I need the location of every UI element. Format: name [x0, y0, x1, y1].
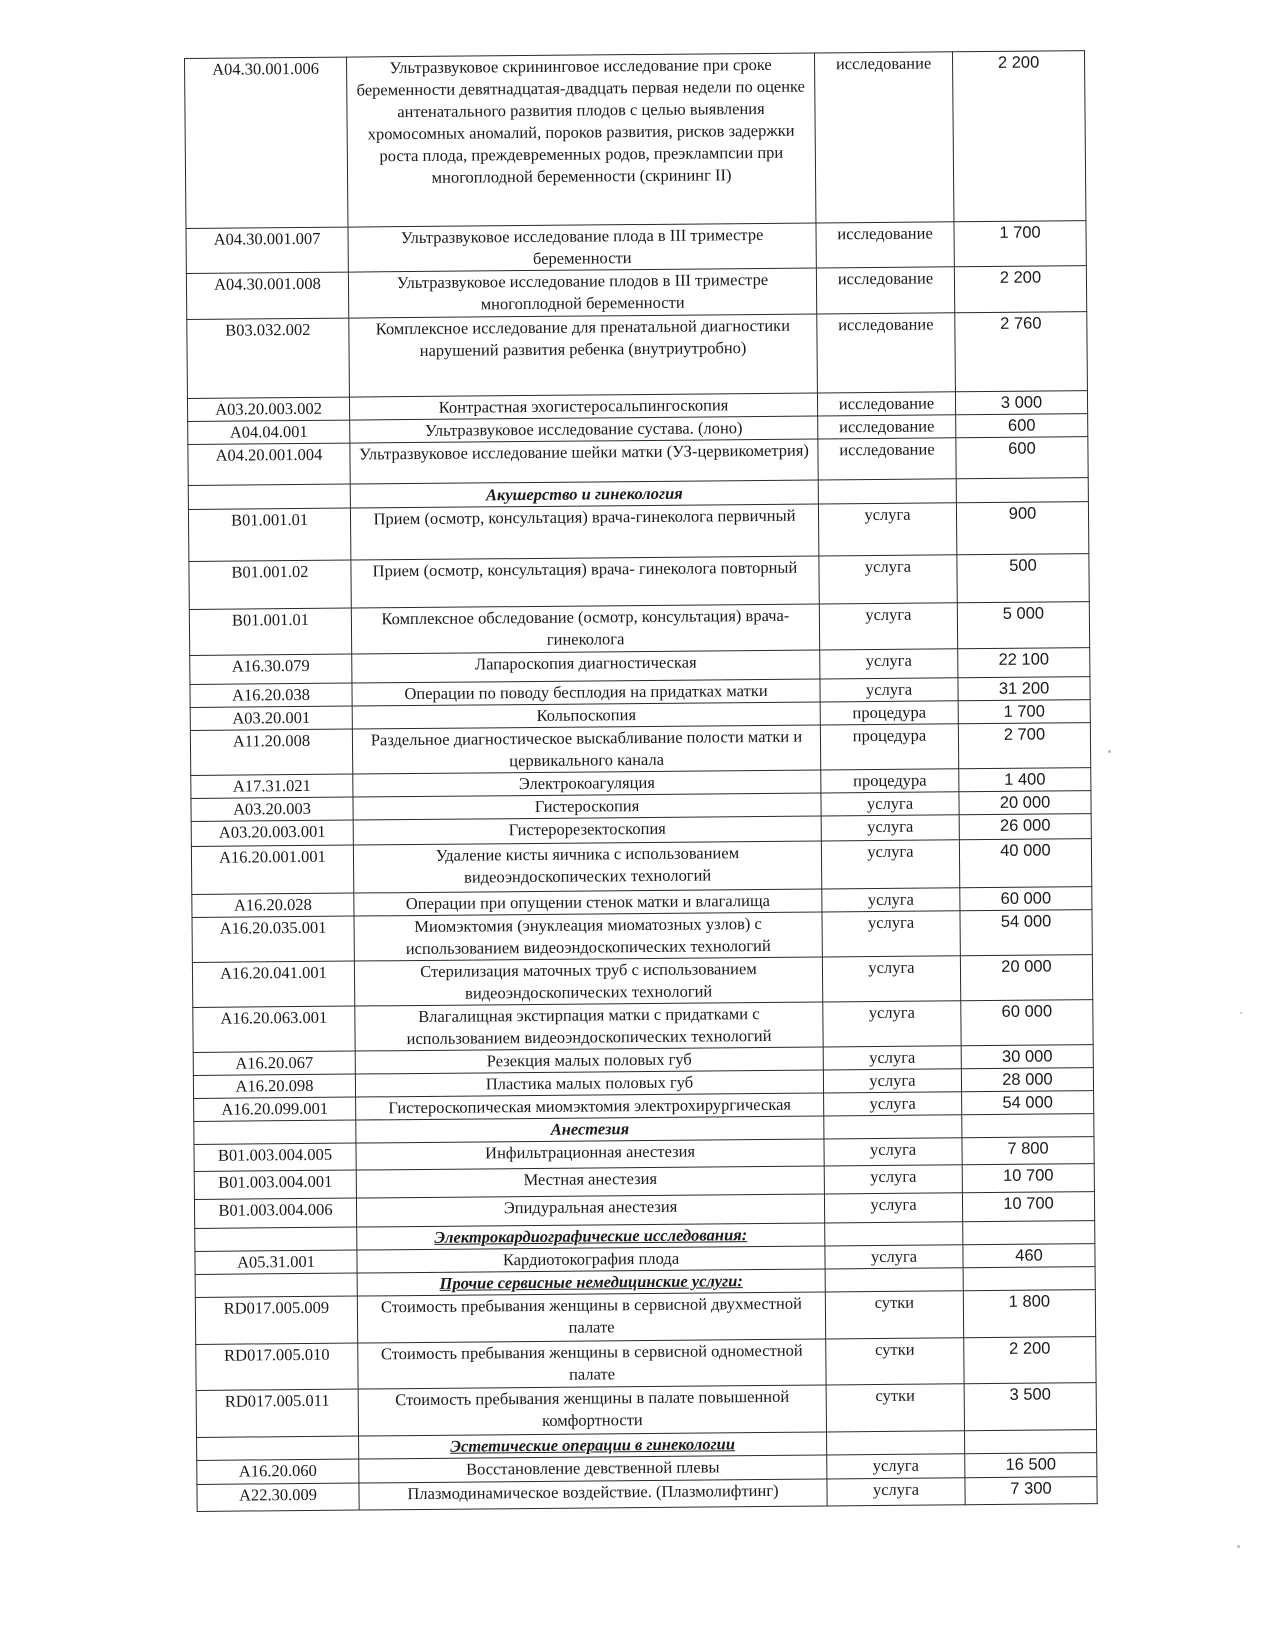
section-price-cell: [965, 1430, 1097, 1454]
service-price: 2 700: [958, 723, 1090, 769]
service-name: Стоимость пребывания женщины в палате повышенной комфортности: [358, 1385, 826, 1436]
section-unit-cell: [825, 1222, 963, 1246]
service-code: А04.30.001.008: [186, 272, 348, 319]
service-code: А05.31.001: [195, 1250, 357, 1274]
service-unit: процедура: [820, 724, 958, 770]
service-row: [191, 839, 1091, 895]
service-unit: услуга: [827, 1478, 965, 1506]
service-name: Удаление кисты яичника с использованием видеоэндоскопических технологий: [353, 841, 821, 893]
service-name: Восстановление девственной плевы: [359, 1455, 827, 1483]
service-code: А16.20.035.001: [192, 916, 354, 962]
service-name: Ультразвуковое исследование плодов в III триместре многоплодной беременности: [348, 268, 816, 318]
service-name: Пластика малых половых губ: [355, 1070, 823, 1097]
service-price: 28 000: [961, 1068, 1093, 1092]
service-code: А16.20.063.001: [193, 1006, 355, 1052]
service-price: 54 000: [962, 1091, 1094, 1115]
service-unit: услуга: [822, 888, 960, 912]
service-code: В01.003.004.001: [194, 1170, 356, 1199]
service-code: А04.30.001.006: [185, 57, 348, 228]
scan-speck: [1240, 1012, 1242, 1014]
service-unit: услуга: [819, 603, 957, 650]
service-code: А03.20.001: [190, 706, 352, 730]
service-name: Ультразвуковое исследование шейки матки (УЗ-цервикометрия): [350, 439, 818, 484]
section-code-cell: [195, 1227, 357, 1251]
service-code: В01.003.004.005: [194, 1143, 356, 1171]
service-name: Операции при опущении стенок матки и влагалища: [354, 889, 822, 916]
service-code: А22.30.009: [197, 1483, 359, 1511]
service-code: А16.20.067: [193, 1051, 355, 1075]
service-code: А03.20.003.002: [187, 397, 349, 421]
service-code: А16.20.028: [192, 893, 354, 917]
service-row: [190, 723, 1090, 776]
service-row: [195, 1290, 1095, 1345]
section-price-cell: [962, 1114, 1094, 1138]
service-price: 460: [963, 1244, 1095, 1268]
service-code: А16.20.098: [193, 1074, 355, 1098]
service-price: 1 400: [959, 768, 1091, 792]
service-code: А16.20.041.001: [192, 961, 354, 1007]
service-name: Комплексное исследование для пренатальной диагностики нарушений развития ребенка (внутриутробно): [349, 314, 818, 397]
service-code: В01.001.01: [189, 608, 351, 655]
service-code: А03.20.003.001: [191, 820, 353, 846]
service-unit: услуга: [822, 956, 960, 1002]
section-code-cell: [197, 1436, 359, 1460]
service-price: 3 500: [964, 1383, 1096, 1431]
service-price: 3 000: [955, 391, 1087, 415]
service-name: Раздельное диагностическое выскабливание полости матки и цервикального канала: [352, 725, 820, 774]
service-code: А04.20.001.004: [188, 443, 350, 485]
service-unit: услуга: [821, 815, 959, 841]
section-price-cell: [963, 1221, 1095, 1245]
service-unit: услуга: [821, 840, 959, 889]
service-row: [192, 955, 1092, 1008]
service-name: Кольпоскопия: [352, 702, 820, 729]
service-code: RD017.005.009: [195, 1296, 357, 1344]
service-price: 7 800: [962, 1137, 1094, 1165]
service-price: 22 100: [958, 648, 1090, 678]
service-price: 7 300: [965, 1477, 1097, 1505]
service-name: Плазмодинамическое воздействие. (Плазмолифтинг): [359, 1479, 827, 1510]
service-row: [186, 266, 1086, 320]
service-row: [193, 1000, 1093, 1053]
service-code: А04.30.001.007: [186, 227, 348, 273]
service-code: В01.003.004.006: [194, 1198, 356, 1228]
section-unit-cell: [827, 1431, 965, 1455]
service-unit: услуга: [825, 1245, 963, 1269]
section-title: Анестезия: [356, 1116, 824, 1143]
section-code-cell: [194, 1120, 356, 1144]
service-unit: услуга: [824, 1092, 962, 1116]
service-unit: исследование: [816, 267, 954, 314]
service-row: [196, 1383, 1096, 1438]
price-list-body: [185, 51, 1098, 1512]
service-price: 500: [957, 554, 1089, 603]
service-name: Прием (осмотр, консультация) врача- гинеколога повторный: [351, 556, 819, 608]
service-row: [189, 602, 1089, 656]
service-code: А17.31.021: [191, 774, 353, 798]
section-code-cell: [195, 1273, 357, 1297]
service-unit: услуга: [824, 1138, 962, 1166]
service-unit: услуга: [818, 503, 956, 556]
service-price: 1 700: [954, 221, 1086, 267]
service-price: 2 200: [952, 51, 1085, 222]
service-code: А04.04.001: [188, 420, 350, 444]
service-name: Электрокоагуляция: [353, 770, 821, 797]
service-name: Гистероскопия: [353, 793, 821, 820]
service-row: [186, 221, 1086, 274]
service-unit: услуга: [823, 1069, 961, 1093]
service-price: 600: [956, 437, 1088, 479]
service-name: Гистероскопическая миомэктомия электрохирургическая: [356, 1093, 824, 1120]
service-unit: сутки: [826, 1338, 964, 1385]
section-unit-cell: [824, 1115, 962, 1139]
service-price: 20 000: [960, 955, 1092, 1001]
service-unit: услуга: [824, 1193, 962, 1223]
service-name: Миомэктомия (энуклеация миоматозных узлов) с использованием видеоэндоскопических технологий: [354, 912, 822, 961]
service-name: Ультразвуковое исследование сустава. (лоно): [350, 416, 818, 443]
service-row: [188, 502, 1088, 562]
service-price: 1 800: [963, 1290, 1095, 1338]
service-name: Местная анестезия: [356, 1166, 824, 1198]
service-unit: услуга: [822, 911, 960, 957]
service-code: RD017.005.010: [196, 1343, 358, 1390]
service-name: Стоимость пребывания женщины в сервисной двухместной палате: [357, 1292, 825, 1343]
service-name: Кардиотокография плода: [357, 1246, 825, 1273]
service-unit: исследование: [816, 222, 954, 268]
service-name: Стоимость пребывания женщины в сервисной одноместной палате: [358, 1339, 826, 1389]
service-code: А03.20.003: [191, 797, 353, 821]
service-name: Резекция малых половых губ: [355, 1047, 823, 1074]
service-row: [189, 554, 1089, 610]
service-name: Ультразвуковое скрининговое исследование при сроке беременности девятнадцатая-двадцать первая недели по оценке антенатального развития плодов с целью выявления хромосомных аномалий, пороков развития, рисков задержки роста плода, преждевременных родов, преэклампсии при многоплодной беременности (скрининг II): [346, 53, 815, 227]
service-price: 31 200: [958, 677, 1090, 701]
section-unit-cell: [818, 479, 956, 504]
service-code: В01.001.01: [188, 508, 350, 561]
service-unit: исследование: [814, 52, 953, 223]
service-name: Прием (осмотр, консультация) врача-гинеколога первичный: [350, 504, 818, 560]
service-price: 60 000: [961, 1000, 1093, 1046]
service-price: 30 000: [961, 1045, 1093, 1069]
service-unit: процедура: [821, 769, 959, 793]
service-name: Эпидуральная анестезия: [356, 1194, 824, 1227]
service-unit: услуга: [820, 678, 958, 702]
service-price: 60 000: [960, 887, 1092, 911]
service-unit: исследование: [817, 392, 955, 416]
service-name: Контрастная эхогистеросальпингоскопия: [349, 393, 817, 420]
section-code-cell: [188, 484, 350, 509]
section-price-cell: [956, 478, 1088, 503]
service-row: [185, 51, 1086, 229]
service-name: Влагалищная экстирпация матки с придатками с использованием видеоэндоскопических технологий: [355, 1002, 823, 1051]
service-unit: услуга: [820, 649, 958, 679]
service-unit: услуга: [821, 792, 959, 816]
service-code: А11.20.008: [190, 729, 352, 775]
service-code: А16.30.079: [190, 654, 352, 684]
service-price: 40 000: [959, 839, 1091, 888]
service-name: Стерилизация маточных труб с использованием видеоэндоскопических технологий: [354, 957, 822, 1006]
service-price: 2 760: [955, 312, 1088, 392]
service-unit: сутки: [825, 1291, 963, 1339]
service-unit: исследование: [818, 415, 956, 439]
service-unit: услуга: [823, 1001, 961, 1047]
service-code: А16.20.001.001: [191, 845, 353, 894]
service-price: 16 500: [965, 1453, 1097, 1478]
price-list-table: [184, 50, 1098, 1512]
section-title: Прочие сервисные немедицинские услуги:: [357, 1269, 825, 1296]
service-price: 2 200: [964, 1337, 1096, 1384]
service-code: RD017.005.011: [196, 1389, 358, 1437]
service-code: А16.20.038: [190, 683, 352, 707]
service-name: Инфильтрационная анестезия: [356, 1139, 824, 1170]
service-name: Гистерорезектоскопия: [353, 816, 821, 845]
section-price-cell: [963, 1267, 1095, 1291]
service-name: Комплексное обследование (осмотр, консультация) врача-гинеколога: [351, 604, 819, 654]
service-unit: услуга: [819, 555, 957, 604]
service-price: 900: [956, 502, 1088, 555]
service-name: Лапароскопия диагностическая: [352, 650, 820, 683]
service-row: [192, 910, 1092, 963]
service-price: 600: [956, 414, 1088, 438]
service-unit: исследование: [818, 438, 956, 480]
service-code: В03.032.002: [187, 318, 350, 398]
service-name: Ультразвуковое исследование плода в III триместре беременности: [348, 223, 816, 272]
service-code: В01.001.02: [189, 560, 351, 609]
service-row: [196, 1337, 1096, 1391]
service-unit: сутки: [826, 1384, 964, 1432]
service-price: 5 000: [957, 602, 1089, 649]
service-price: 54 000: [960, 910, 1092, 956]
section-unit-cell: [825, 1268, 963, 1292]
section-title: Эстетические операции в гинекологии: [359, 1432, 827, 1459]
service-unit: услуга: [824, 1165, 962, 1194]
scan-speck: [1237, 1545, 1240, 1548]
service-unit: процедура: [820, 701, 958, 725]
service-code: А16.20.060: [197, 1459, 359, 1484]
service-price: 10 700: [962, 1164, 1094, 1193]
section-title: Электрокардиографические исследования:: [357, 1223, 825, 1250]
service-code: А16.20.099.001: [194, 1097, 356, 1121]
service-price: 20 000: [959, 791, 1091, 815]
service-price: 1 700: [958, 700, 1090, 724]
service-price: 26 000: [959, 814, 1091, 840]
service-name: Операции по поводу бесплодия на придатках матки: [352, 679, 820, 706]
service-row: [187, 312, 1088, 399]
scan-speck: [1108, 750, 1111, 753]
service-price: 2 200: [954, 266, 1086, 313]
service-unit: исследование: [817, 313, 956, 393]
service-unit: услуга: [827, 1454, 965, 1479]
service-unit: услуга: [823, 1046, 961, 1070]
section-title: Акушерство и гинекология: [350, 480, 818, 508]
service-price: 10 700: [962, 1192, 1094, 1222]
